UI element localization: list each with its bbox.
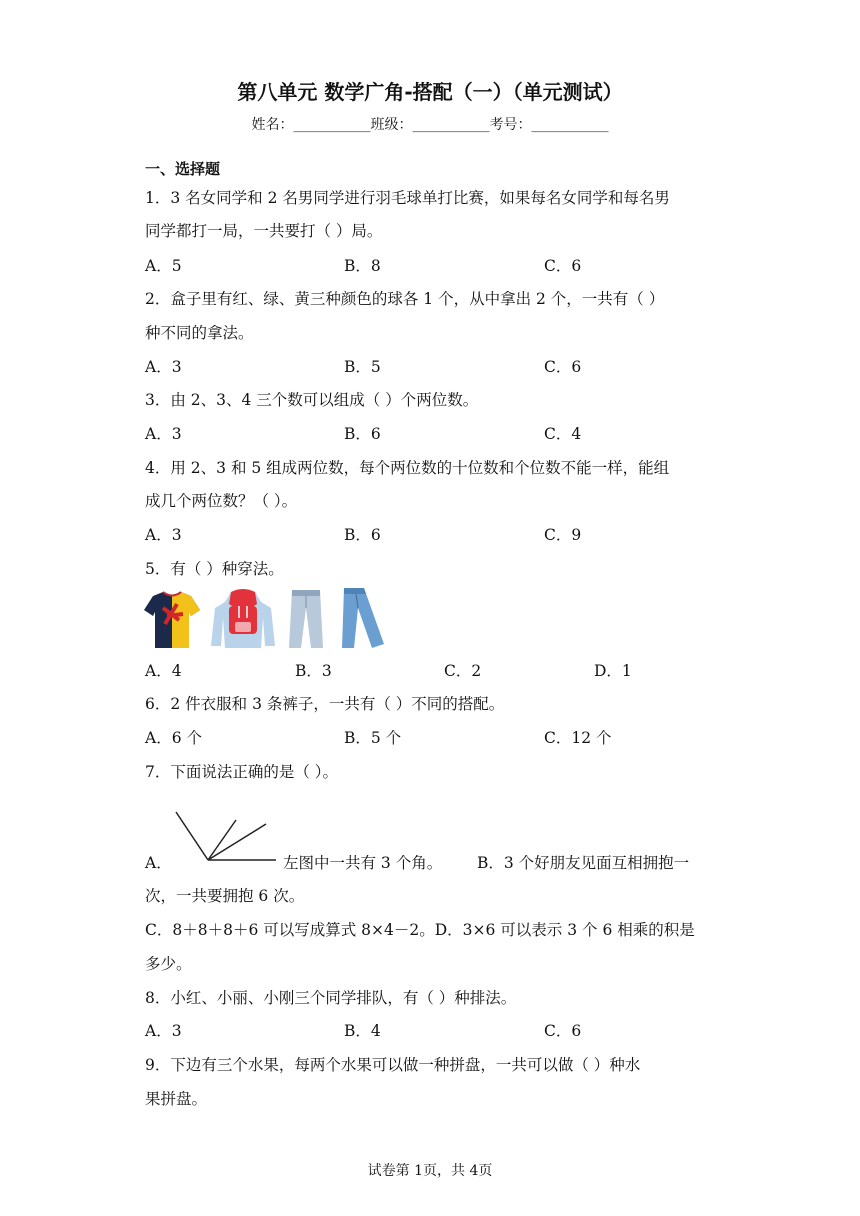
- q3-option-b: B．6: [344, 425, 381, 443]
- q7-option-a-text: 左图中一共有 3 个角。: [283, 854, 443, 872]
- page-footer: 试卷第 1页，共 4页: [367, 1163, 493, 1179]
- q1-line1: 1．3 名女同学和 2 名男同学进行羽毛球单打比赛，如果每名女同学和每名男: [145, 189, 670, 207]
- q6-option-a: A．6 个: [145, 729, 202, 747]
- q7-line5: 多少。: [145, 955, 192, 973]
- q8-option-a: A．3: [145, 1022, 182, 1040]
- q5-option-d: D．1: [594, 662, 632, 680]
- q2-line1: 2．盒子里有红、绿、黄三种颜色的球各 1 个，从中拿出 2 个，一共有（ ）: [145, 290, 665, 308]
- blue-jeans-image: [338, 586, 386, 650]
- q2-option-a: A．3: [145, 358, 182, 376]
- q7-line3: 次，一共要拥抱 6 次。: [145, 887, 305, 905]
- q2-option-b: B．5: [344, 358, 381, 376]
- q1-option-a: A．5: [145, 257, 182, 275]
- section-title: 一、选择题: [145, 160, 221, 178]
- q8-option-c: C．6: [544, 1022, 582, 1040]
- q5-option-b: B．3: [295, 662, 332, 680]
- q7-option-a-label: A．: [145, 854, 172, 872]
- q3-line1: 3．由 2、3、4 三个数可以组成（ ）个两位数。: [145, 391, 479, 409]
- q2-option-c: C．6: [544, 358, 582, 376]
- q4-line2: 成几个两位数？（ ）。: [145, 492, 298, 510]
- q9-line1: 9．下边有三个水果，每两个水果可以做一种拼盘，一共可以做（ ）种水: [145, 1056, 641, 1074]
- q7-line1: 7．下面说法正确的是（ ）。: [145, 763, 339, 781]
- q9-line2: 果拼盘。: [145, 1090, 208, 1108]
- q6-option-c: C．12 个: [544, 729, 612, 747]
- tshirt-image: [143, 590, 201, 650]
- q7-line4: C．8＋8＋8＋6 可以写成算式 8×4－2。D．3×6 可以表示 3 个 6 相乘的积是: [145, 921, 695, 939]
- q1-option-c: C．6: [544, 257, 582, 275]
- q8-line1: 8．小红、小丽、小刚三个同学排队，有（ ）种排法。: [145, 989, 517, 1007]
- q7-option-b-text: B．3 个好朋友见面互相拥抱一: [477, 854, 690, 872]
- q3-option-c: C．4: [544, 425, 582, 443]
- q1-line2: 同学都打一局，一共要打（ ）局。: [145, 222, 383, 240]
- q8-option-b: B．4: [344, 1022, 381, 1040]
- q4-option-b: B．6: [344, 526, 381, 544]
- q6-option-b: B．5 个: [344, 729, 402, 747]
- q4-line1: 4．用 2、3 和 5 组成两位数，每个两位数的十位数和个位数不能一样，能组: [145, 459, 670, 477]
- page-title: 第八单元 数学广角-搭配（一）（单元测试）: [237, 80, 623, 104]
- student-info-line: 姓名：___________班级：___________考号：___________: [251, 117, 609, 133]
- q4-option-c: C．9: [544, 526, 582, 544]
- q1-option-b: B．8: [344, 257, 381, 275]
- q3-option-a: A．3: [145, 425, 182, 443]
- q5-option-c: C．2: [444, 662, 482, 680]
- q4-option-a: A．3: [145, 526, 182, 544]
- q6-line1: 6．2 件衣服和 3 条裤子，一共有（ ）不同的搭配。: [145, 695, 505, 713]
- q5-line1: 5．有（ ）种穿法。: [145, 560, 284, 578]
- q2-line2: 种不同的拿法。: [145, 324, 254, 342]
- q5-option-a: A．4: [145, 662, 182, 680]
- hoodie-image: [209, 588, 277, 650]
- angle-figure: [172, 808, 278, 866]
- light-jeans-image: [287, 588, 325, 650]
